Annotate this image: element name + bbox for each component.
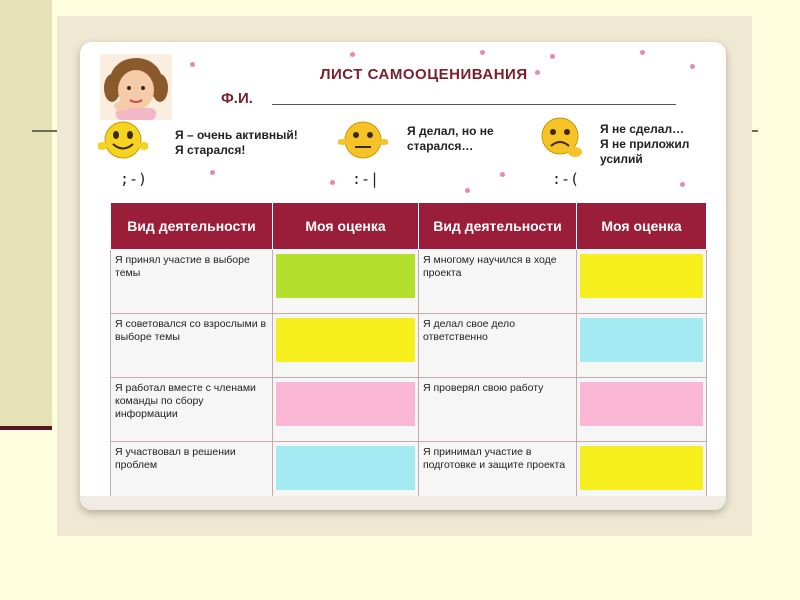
activity-cell: Я работал вместе с членами команды по сбору информации bbox=[111, 378, 273, 442]
activity-cell: Я советовался со взрослыми в выборе темы bbox=[111, 314, 273, 378]
name-label: Ф.И. bbox=[221, 90, 253, 107]
score-cell[interactable] bbox=[577, 314, 707, 378]
decor-dot bbox=[500, 172, 505, 177]
header-score-left: Моя оценка bbox=[273, 203, 419, 250]
legend-3-text bbox=[600, 122, 689, 167]
header-activity-left: Вид деятельности bbox=[111, 203, 273, 250]
score-cell[interactable] bbox=[273, 250, 419, 314]
table-row bbox=[111, 314, 707, 378]
neutral-smiley-icon bbox=[338, 120, 388, 160]
legend-3-line3: усилий bbox=[600, 152, 643, 166]
decor-dot bbox=[535, 70, 540, 75]
happy-smiley-icon bbox=[98, 120, 148, 160]
score-cell[interactable] bbox=[577, 250, 707, 314]
header-score-right: Моя оценка bbox=[577, 203, 707, 250]
score-cell[interactable] bbox=[273, 378, 419, 442]
decor-dot bbox=[480, 50, 485, 55]
girl-portrait bbox=[100, 54, 172, 120]
activity-cell: Я многому научился в ходе проекта bbox=[419, 250, 577, 314]
legend-3-line1: Я не сделал… bbox=[600, 122, 685, 136]
decor-dot bbox=[465, 188, 470, 193]
table-row bbox=[111, 378, 707, 442]
table-row bbox=[111, 250, 707, 314]
score-swatch[interactable] bbox=[276, 254, 415, 298]
activity-cell: Я делал свое дело ответственно bbox=[419, 314, 577, 378]
legend-1-line1: Я – очень активный! bbox=[175, 128, 298, 142]
left-decor-rule bbox=[0, 426, 52, 430]
score-swatch[interactable] bbox=[276, 382, 415, 426]
decor-dot bbox=[680, 182, 685, 187]
name-underline bbox=[272, 104, 676, 105]
legend-2-emoticon: :-| bbox=[352, 170, 380, 188]
legend-3-emoticon: :-( bbox=[552, 170, 580, 188]
activity-cell: Я принимал участие в подготовке и защите проекта bbox=[419, 442, 577, 506]
activity-cell: Я принял участие в выборе темы bbox=[111, 250, 273, 314]
table-header-row bbox=[111, 203, 707, 250]
score-swatch[interactable] bbox=[580, 318, 703, 362]
legend-1-text bbox=[175, 128, 298, 158]
score-cell[interactable] bbox=[577, 378, 707, 442]
decor-dot bbox=[550, 54, 555, 59]
sheet-title: ЛИСТ САМООЦЕНИВАНИЯ bbox=[320, 66, 528, 83]
score-swatch[interactable] bbox=[580, 254, 703, 298]
activity-cell: Я участвовал в решении проблем bbox=[111, 442, 273, 506]
sad-smiley-icon bbox=[535, 116, 585, 156]
legend-1-emoticon: ;-) bbox=[120, 170, 148, 188]
decor-dot bbox=[350, 52, 355, 57]
score-swatch[interactable] bbox=[580, 382, 703, 426]
decor-dot bbox=[640, 50, 645, 55]
score-cell[interactable] bbox=[273, 314, 419, 378]
card-bottom-strip bbox=[80, 496, 726, 510]
decor-dot bbox=[330, 180, 335, 185]
legend-2-line1: Я делал, но не bbox=[407, 124, 494, 138]
legend-1-line2: Я старался! bbox=[175, 143, 246, 157]
activity-cell: Я проверял свою работу bbox=[419, 378, 577, 442]
decor-dot bbox=[210, 170, 215, 175]
legend-2-line2: старался… bbox=[407, 139, 474, 153]
assessment-table bbox=[110, 202, 707, 506]
legend-2-text bbox=[407, 124, 494, 154]
score-swatch[interactable] bbox=[276, 318, 415, 362]
self-assessment-sheet bbox=[80, 42, 726, 510]
decor-dot bbox=[190, 62, 195, 67]
legend-3-line2: Я не приложил bbox=[600, 137, 690, 151]
header-activity-right: Вид деятельности bbox=[419, 203, 577, 250]
left-decor-band bbox=[0, 0, 52, 430]
score-swatch[interactable] bbox=[580, 446, 703, 490]
decor-dot bbox=[690, 64, 695, 69]
score-swatch[interactable] bbox=[276, 446, 415, 490]
